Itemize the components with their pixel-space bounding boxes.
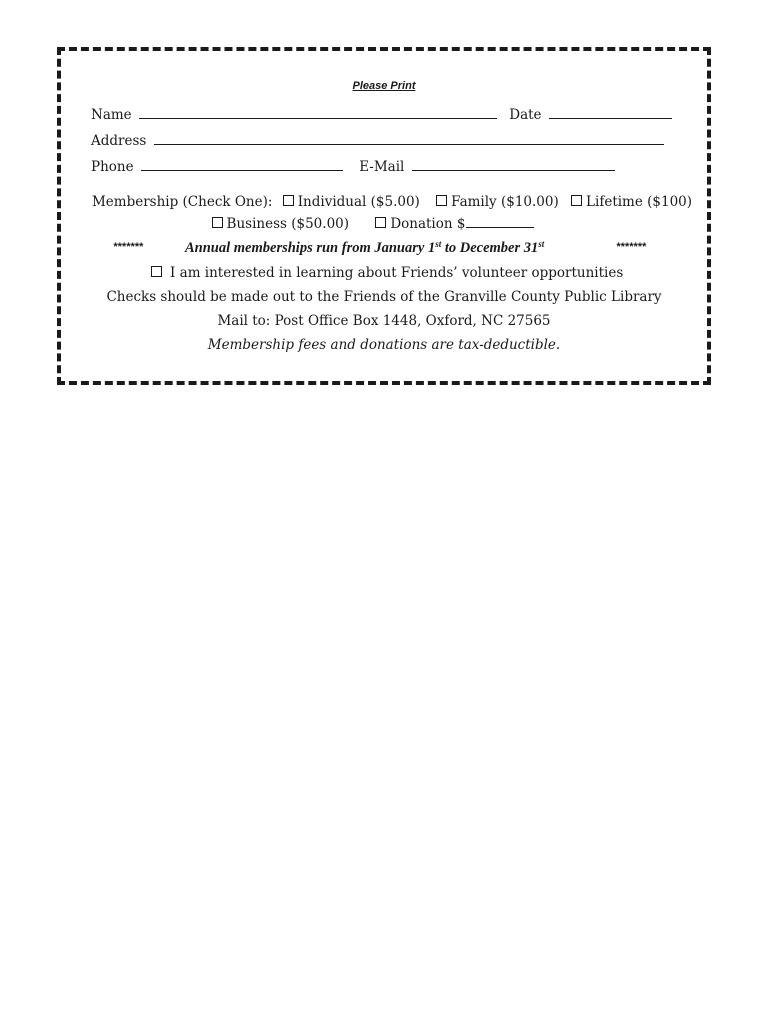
- membership-row: [69, 194, 715, 210]
- membership-row-2: [47, 215, 693, 232]
- date-label: Date: [509, 107, 542, 123]
- phone-label: Phone: [91, 159, 134, 175]
- stars-left: *******: [113, 241, 143, 253]
- stars-right: *******: [616, 241, 646, 253]
- volunteer-checkbox[interactable]: [151, 266, 162, 277]
- lifetime-label: Lifetime ($100): [586, 194, 693, 210]
- phone-email-row: [91, 158, 671, 175]
- volunteer-row: [61, 265, 707, 281]
- donation-label: Donation $: [390, 216, 466, 232]
- address-label: Address: [91, 133, 147, 149]
- email-field[interactable]: [412, 158, 615, 171]
- email-label: E-Mail: [359, 159, 405, 175]
- individual-label: Individual ($5.00): [297, 194, 420, 210]
- address-row: [91, 132, 671, 149]
- family-checkbox[interactable]: [436, 195, 447, 206]
- tax-note: Membership fees and donations are tax-deductible.: [207, 337, 561, 353]
- name-field[interactable]: [139, 106, 497, 119]
- donation-checkbox[interactable]: [375, 217, 386, 228]
- membership-form: [57, 47, 711, 385]
- mail-address: Mail to: Post Office Box 1448, Oxford, NC 27565: [217, 313, 551, 329]
- name-label: Name: [91, 107, 132, 123]
- volunteer-label: I am interested in learning about Friends’ volunteer opportunities: [170, 265, 624, 281]
- business-label: Business ($50.00): [226, 216, 350, 232]
- checks-note: Checks should be made out to the Friends of the Granville County Public Library: [106, 289, 662, 305]
- family-label: Family ($10.00): [451, 194, 559, 210]
- address-field[interactable]: [154, 132, 664, 145]
- name-date-row: [91, 106, 671, 123]
- phone-field[interactable]: [141, 158, 343, 171]
- lifetime-checkbox[interactable]: [571, 195, 582, 206]
- date-field[interactable]: [549, 106, 672, 119]
- business-checkbox[interactable]: [212, 217, 223, 228]
- form-title: Please Print: [352, 80, 416, 92]
- annual-membership-note: Annual memberships run from January 1st to December 31st: [185, 239, 545, 256]
- donation-amount-field[interactable]: [466, 215, 534, 228]
- individual-checkbox[interactable]: [283, 195, 294, 206]
- membership-label: Membership (Check One):: [91, 194, 273, 210]
